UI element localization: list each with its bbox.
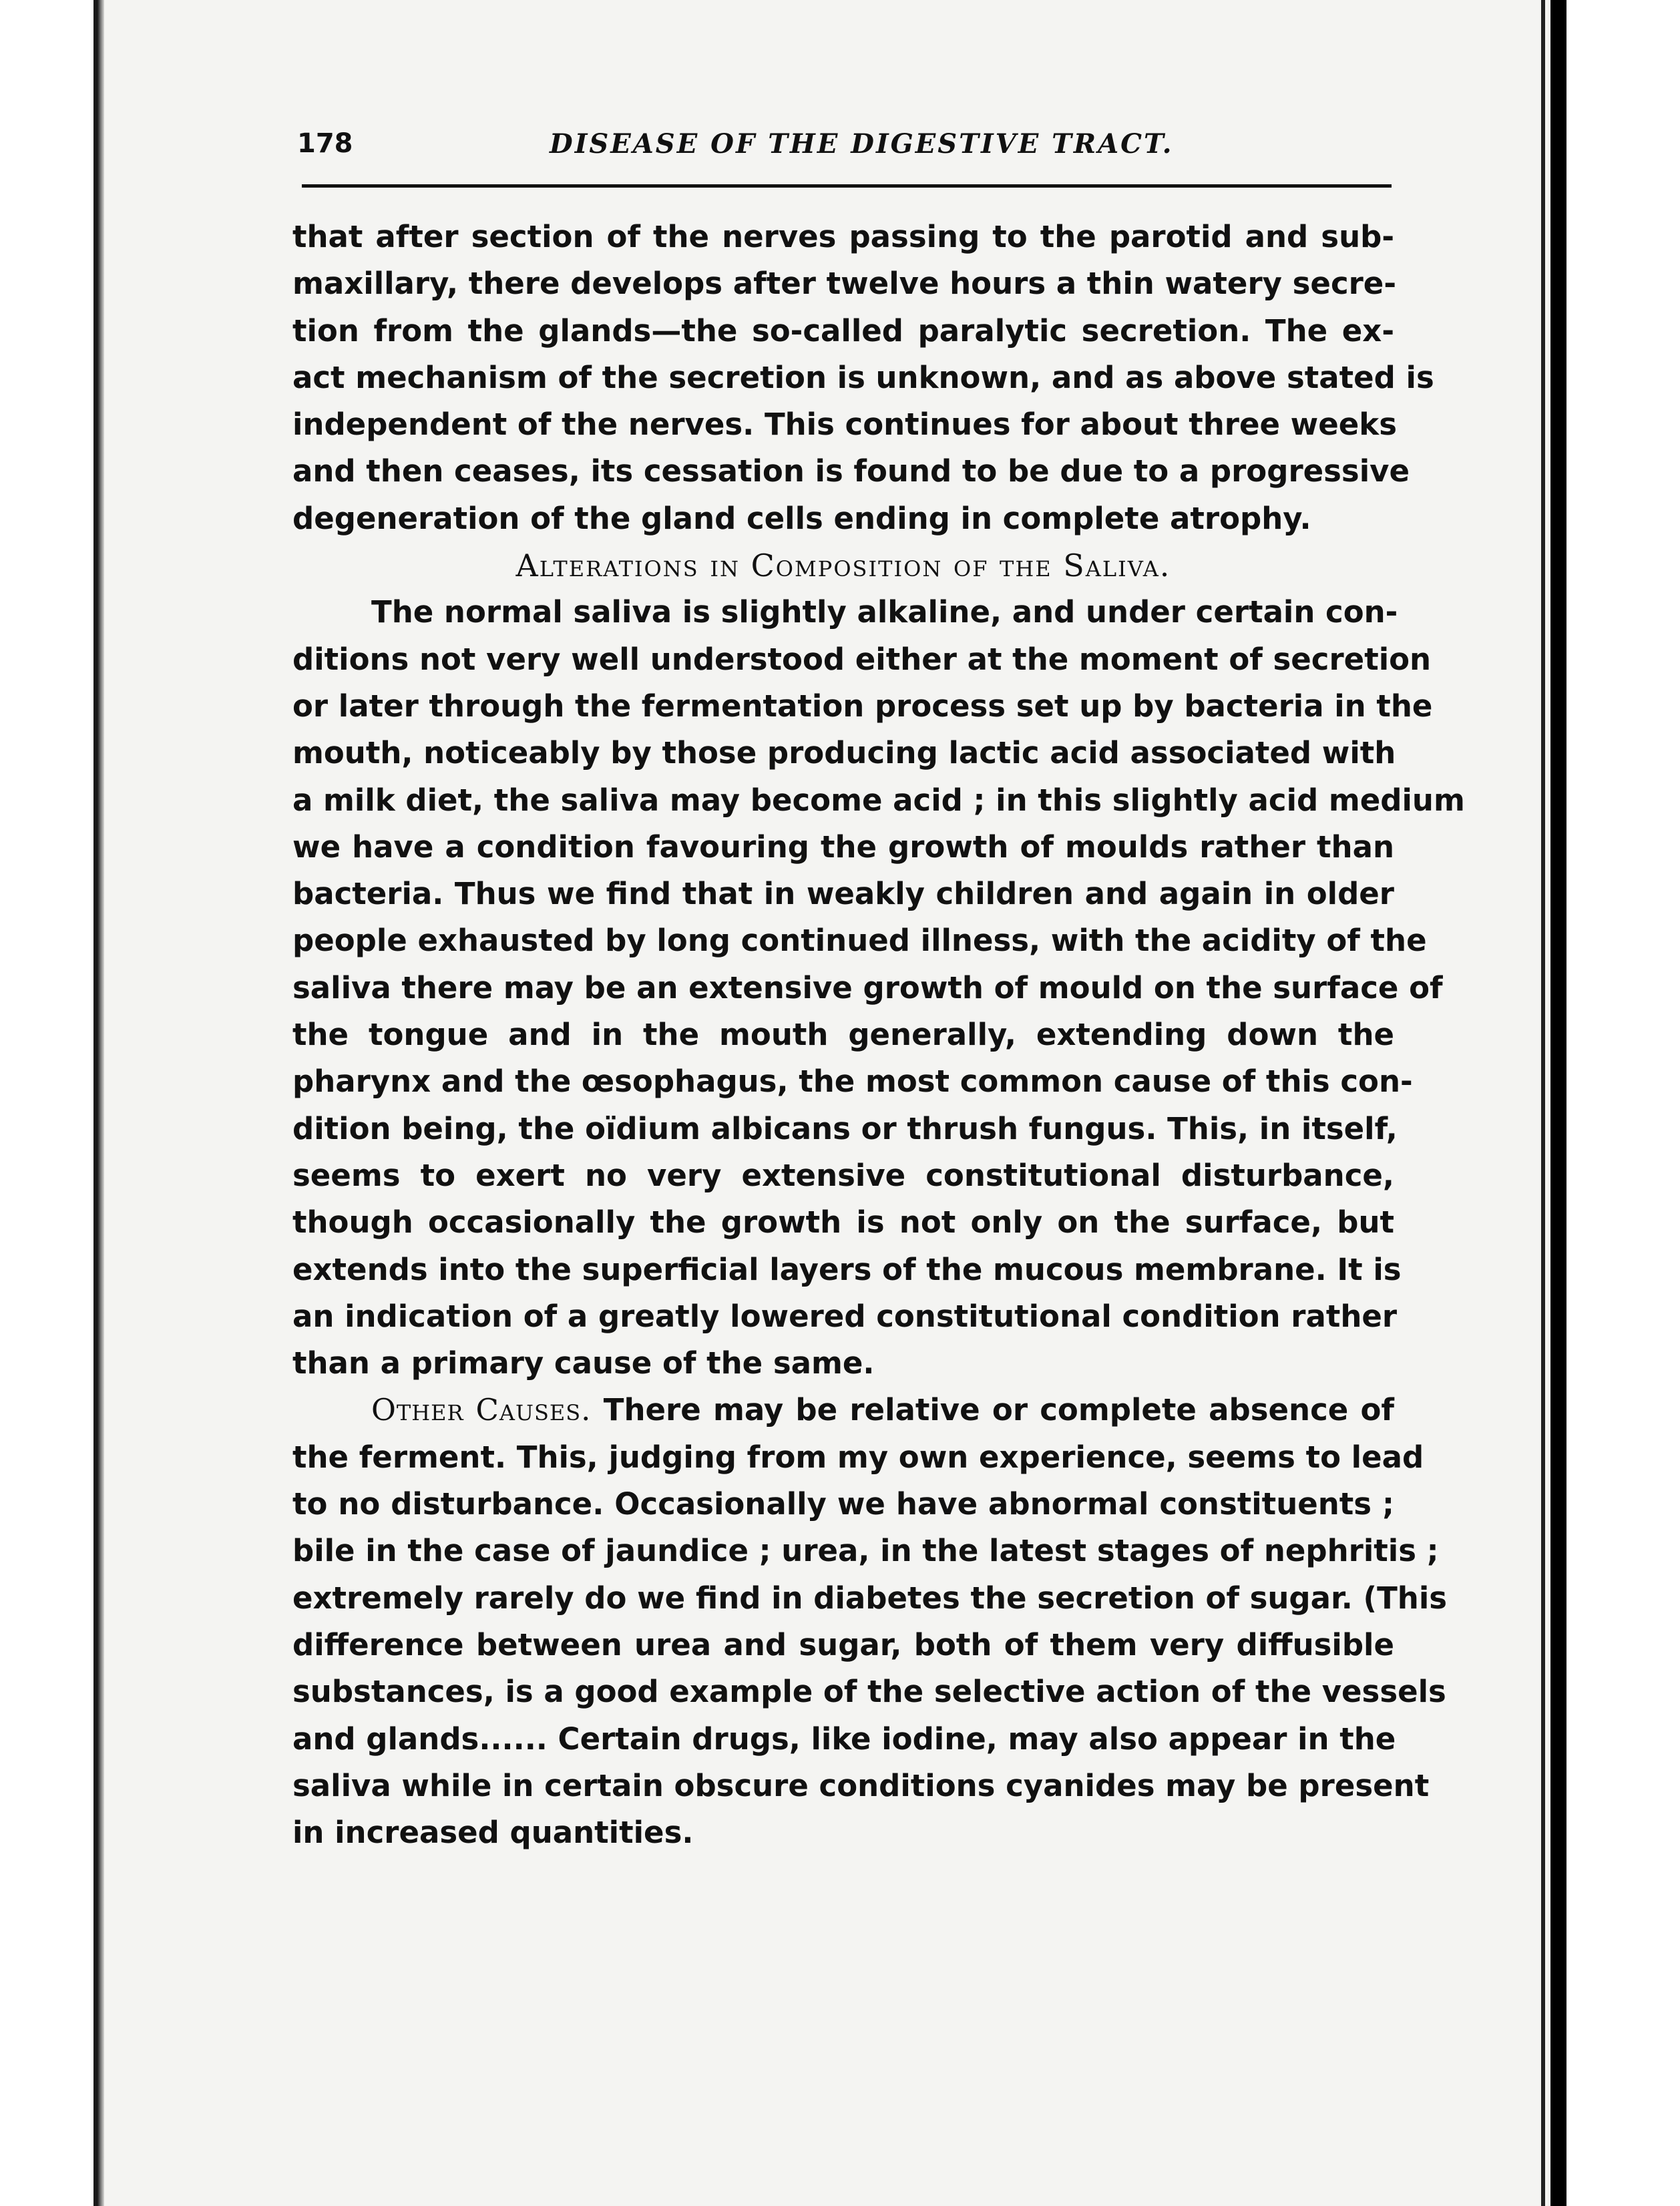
text-line: that after section of the nerves passing to the parotid and sub- <box>292 219 1394 254</box>
text-line: The normal saliva is slightly alkaline, and under certain con- <box>371 594 1398 630</box>
text-line: and then ceases, its cessation is found to be due to a progressive <box>292 453 1410 489</box>
text-line: extremely rarely do we find in diabetes the secretion of sugar. (This <box>292 1580 1448 1616</box>
page-right-edge-line <box>1541 0 1545 2206</box>
text-line: an indication of a greatly lowered constitutional condition rather <box>292 1298 1398 1334</box>
running-title: DISEASE OF THE DIGESTIVE TRACT. <box>550 128 1174 160</box>
text-line: pharynx and the œsophagus, the most common cause of this con- <box>292 1064 1413 1100</box>
text-line: to no disturbance. Occasionally we have abnormal constituents ; <box>292 1486 1394 1522</box>
text-line: and glands...... Certain drugs, like iodine, may also appear in the <box>292 1721 1396 1757</box>
text-line: mouth, noticeably by those producing lactic acid associated with <box>292 735 1396 771</box>
paragraph-nerve-section <box>292 214 1434 542</box>
text-line: we have a condition favouring the growth of moulds rather than <box>292 829 1394 865</box>
text-line: bile in the case of jaundice ; urea, in the latest stages of nephritis ; <box>292 1533 1439 1569</box>
text-line: the tongue and in the mouth generally, extending down the <box>292 1017 1394 1053</box>
page-number: 178 <box>297 128 353 159</box>
text-line: saliva there may be an extensive growth of mould on the surface of <box>292 969 1443 1006</box>
section-heading: Alterations in Composition of the Saliva. <box>515 547 1171 584</box>
book-gutter <box>1550 0 1566 2206</box>
text-line: extends into the superficial layers of the mucous membrane. It is <box>292 1251 1402 1287</box>
text-line: tion from the glands—the so-called paralytic secretion. The ex- <box>292 312 1394 349</box>
text-line: maxillary, there develops after twelve hours a thin watery secre- <box>292 266 1397 302</box>
text-line: people exhausted by long continued illness, with the acidity of the <box>292 923 1427 959</box>
text-line: difference between urea and sugar, both of them very diffusible <box>292 1626 1394 1663</box>
text-line: than a primary cause of the same. <box>292 1345 875 1381</box>
text-line: in increased quantities. <box>292 1815 694 1851</box>
lead-in-continuation: There may be relative or complete absence of <box>603 1392 1395 1428</box>
text-line: ditions not very well understood either at the moment of secretion <box>292 641 1432 677</box>
text-line: though occasionally the growth is not only on the surface, but <box>292 1204 1394 1241</box>
paragraph-saliva-alterations <box>292 589 1465 1387</box>
text-line: bacteria. Thus we find that in weakly children and again in older <box>292 876 1394 912</box>
text-line: act mechanism of the secretion is unknown, and as above stated is <box>292 359 1434 395</box>
header-rule <box>302 184 1392 188</box>
paragraph-other-causes <box>292 1387 1448 1856</box>
text-line <box>292 1387 1394 1433</box>
text-line: dition being, the oïdium albicans or thrush fungus. This, in itself, <box>292 1110 1398 1146</box>
text-line: or later through the fermentation process set up by bacteria in the <box>292 688 1433 724</box>
running-header <box>297 124 1392 164</box>
lead-in-other-causes: Other Causes. <box>371 1392 592 1428</box>
text-line: a milk diet, the saliva may become acid ; in this slightly acid medium <box>292 782 1465 818</box>
text-line: substances, is a good example of the selective action of the vessels <box>292 1674 1446 1710</box>
text-line: degeneration of the gland cells ending in complete atrophy. <box>292 500 1311 536</box>
page-left-edge-shadow <box>93 0 104 2206</box>
text-line: the ferment. This, judging from my own experience, seems to lead <box>292 1439 1424 1475</box>
text-line: saliva while in certain obscure conditions cyanides may be present <box>292 1767 1430 1803</box>
text-line: seems to exert no very extensive constitutional disturbance, <box>292 1157 1394 1193</box>
text-line: independent of the nerves. This continues for about three weeks <box>292 407 1397 443</box>
facing-page-strip <box>1566 0 1680 2206</box>
body-text <box>292 214 1465 1856</box>
